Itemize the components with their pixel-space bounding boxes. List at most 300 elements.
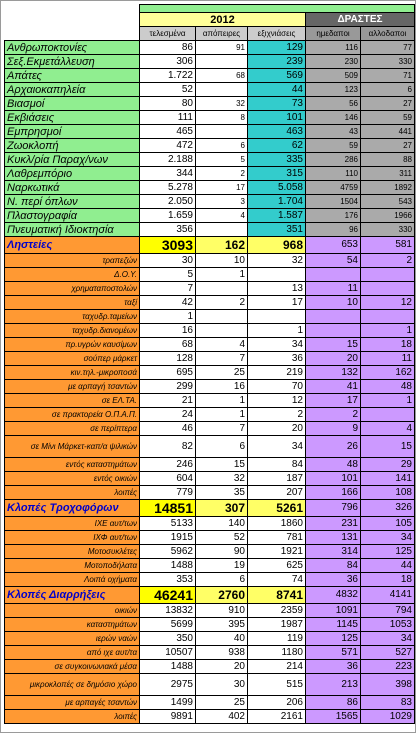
cell-committed: 5962 bbox=[140, 545, 196, 559]
subcategory-label: τραπεζών bbox=[5, 254, 140, 268]
cell-committed: 68 bbox=[140, 338, 196, 352]
cell-attempted: 1 bbox=[196, 394, 248, 408]
cell-committed: 2.050 bbox=[140, 195, 196, 209]
cell-committed: 299 bbox=[140, 380, 196, 394]
crime-row bbox=[5, 209, 415, 223]
cell-attempted: 32 bbox=[196, 97, 248, 111]
cell-committed: 1.659 bbox=[140, 209, 196, 223]
cell-attempted: 52 bbox=[196, 531, 248, 545]
robberies-subrow bbox=[5, 310, 415, 324]
cell-domestic: 286 bbox=[306, 153, 361, 167]
burglaries-subrow bbox=[5, 604, 415, 618]
cell-attempted: 3 bbox=[196, 195, 248, 209]
cell-attempted: 1 bbox=[196, 408, 248, 422]
cell-solved: 73 bbox=[248, 97, 306, 111]
col-header-solved: εξιχνιάσεις bbox=[248, 27, 306, 41]
cell-solved: 1.704 bbox=[248, 195, 306, 209]
cell-domestic: 1504 bbox=[306, 195, 361, 209]
cell-committed: 13832 bbox=[140, 604, 196, 618]
cell-foreign: 27 bbox=[361, 139, 415, 153]
column-header-row bbox=[5, 27, 415, 41]
cell-foreign: 18 bbox=[361, 573, 415, 587]
cell-domestic: 146 bbox=[306, 111, 361, 125]
cell-domestic: 86 bbox=[306, 696, 361, 710]
crime-row bbox=[5, 83, 415, 97]
cell-committed: 779 bbox=[140, 486, 196, 500]
vehicles-total-foreign: 326 bbox=[361, 500, 415, 517]
burglaries-total-row bbox=[5, 587, 415, 604]
cell-attempted: 68 bbox=[196, 69, 248, 83]
cell-foreign: 441 bbox=[361, 125, 415, 139]
vehicles-total-committed: 14851 bbox=[140, 500, 196, 517]
cell-foreign: 1892 bbox=[361, 181, 415, 195]
subcategory-label: εντός καταστημάτων bbox=[5, 458, 140, 472]
cell-solved bbox=[248, 310, 306, 324]
subcategory-label: οικιών bbox=[5, 604, 140, 618]
cell-solved: 2 bbox=[248, 408, 306, 422]
vehicles-total-domestic: 796 bbox=[306, 500, 361, 517]
cell-solved: 44 bbox=[248, 83, 306, 97]
cell-attempted: 8 bbox=[196, 111, 248, 125]
vehicles-subrow bbox=[5, 573, 415, 587]
cell-domestic: 132 bbox=[306, 366, 361, 380]
cell-attempted: 910 bbox=[196, 604, 248, 618]
cell-attempted: 7 bbox=[196, 422, 248, 436]
vehicles-subrow bbox=[5, 531, 415, 545]
cell-solved: 119 bbox=[248, 632, 306, 646]
cell-domestic: 1565 bbox=[306, 710, 361, 724]
burglaries-subrow bbox=[5, 618, 415, 632]
robberies-subrow bbox=[5, 436, 415, 458]
robberies-total-row bbox=[5, 237, 415, 254]
cell-solved: 2161 bbox=[248, 710, 306, 724]
cell-solved: 1921 bbox=[248, 545, 306, 559]
robberies-total-committed: 3093 bbox=[140, 237, 196, 254]
cell-solved: 129 bbox=[248, 41, 306, 55]
cell-foreign: 527 bbox=[361, 646, 415, 660]
cell-solved: 70 bbox=[248, 380, 306, 394]
cell-attempted bbox=[196, 282, 248, 296]
cell-foreign: 27 bbox=[361, 97, 415, 111]
crime-row bbox=[5, 69, 415, 83]
cell-attempted: 4 bbox=[196, 209, 248, 223]
cell-solved: 12 bbox=[248, 394, 306, 408]
cell-committed: 350 bbox=[140, 632, 196, 646]
burglaries-total-foreign: 4141 bbox=[361, 587, 415, 604]
subcategory-label: ταξί bbox=[5, 296, 140, 310]
cell-foreign: 1 bbox=[361, 324, 415, 338]
cell-foreign: 12 bbox=[361, 296, 415, 310]
cell-solved: 5.058 bbox=[248, 181, 306, 195]
cell-attempted: 1 bbox=[196, 268, 248, 282]
robberies-subrow bbox=[5, 338, 415, 352]
robberies-subrow bbox=[5, 282, 415, 296]
crime-row bbox=[5, 167, 415, 181]
cell-solved: 207 bbox=[248, 486, 306, 500]
robberies-subrow bbox=[5, 352, 415, 366]
cell-attempted: 90 bbox=[196, 545, 248, 559]
cell-attempted bbox=[196, 223, 248, 237]
cell-committed: 5.278 bbox=[140, 181, 196, 195]
cell-foreign bbox=[361, 310, 415, 324]
cell-committed: 344 bbox=[140, 167, 196, 181]
cell-attempted bbox=[196, 310, 248, 324]
cell-attempted bbox=[196, 55, 248, 69]
vehicles-total-row bbox=[5, 500, 415, 517]
cell-solved: 1 bbox=[248, 324, 306, 338]
crime-label: Ναρκωτικά bbox=[5, 181, 140, 195]
cell-attempted: 32 bbox=[196, 472, 248, 486]
crime-label: Σεξ.Εκμετάλλευση bbox=[5, 55, 140, 69]
cell-domestic: 101 bbox=[306, 472, 361, 486]
cell-solved: 214 bbox=[248, 660, 306, 674]
cell-committed: 1488 bbox=[140, 660, 196, 674]
crime-row bbox=[5, 41, 415, 55]
col-header-attempted: απόπειρες bbox=[196, 27, 248, 41]
cell-foreign: 48 bbox=[361, 380, 415, 394]
cell-attempted: 938 bbox=[196, 646, 248, 660]
robberies-total-solved: 968 bbox=[248, 237, 306, 254]
cell-attempted: 19 bbox=[196, 559, 248, 573]
cell-attempted: 40 bbox=[196, 632, 248, 646]
cell-domestic: 48 bbox=[306, 458, 361, 472]
crime-row bbox=[5, 195, 415, 209]
subcategory-label: ΙΧΕ αυτ/των bbox=[5, 517, 140, 531]
crime-label: Αρχαιοκαπηλεία bbox=[5, 83, 140, 97]
cell-attempted: 15 bbox=[196, 458, 248, 472]
cell-committed: 1915 bbox=[140, 531, 196, 545]
cell-foreign: 794 bbox=[361, 604, 415, 618]
cell-foreign: 2 bbox=[361, 254, 415, 268]
cell-domestic: 230 bbox=[306, 55, 361, 69]
burglaries-subrow bbox=[5, 646, 415, 660]
cell-committed: 42 bbox=[140, 296, 196, 310]
cell-solved: 13 bbox=[248, 282, 306, 296]
cell-foreign: 543 bbox=[361, 195, 415, 209]
robberies-subrow bbox=[5, 458, 415, 472]
subcategory-label: εντός οικιών bbox=[5, 472, 140, 486]
robberies-subrow bbox=[5, 380, 415, 394]
cell-foreign bbox=[361, 282, 415, 296]
cell-attempted bbox=[196, 324, 248, 338]
cell-committed: 246 bbox=[140, 458, 196, 472]
cell-attempted: 395 bbox=[196, 618, 248, 632]
robberies-subrow bbox=[5, 394, 415, 408]
cell-solved: 17 bbox=[248, 296, 306, 310]
cell-foreign: 18 bbox=[361, 338, 415, 352]
year-header: 2012 bbox=[140, 13, 306, 27]
cell-foreign: 1029 bbox=[361, 710, 415, 724]
cell-attempted: 6 bbox=[196, 573, 248, 587]
cell-solved bbox=[248, 268, 306, 282]
cell-attempted: 2 bbox=[196, 167, 248, 181]
subcategory-label: σε συγκοινωνιακά μέσα bbox=[5, 660, 140, 674]
subcategory-label: χρηματαποστολών bbox=[5, 282, 140, 296]
cell-committed: 5133 bbox=[140, 517, 196, 531]
burglaries-label: Κλοπές Διαρρήξεις bbox=[5, 587, 140, 604]
subcategory-label: με αρπαγή τσαντών bbox=[5, 380, 140, 394]
cell-solved: 2359 bbox=[248, 604, 306, 618]
cell-committed: 5699 bbox=[140, 618, 196, 632]
cell-committed: 1488 bbox=[140, 559, 196, 573]
subcategory-label: Μοτοσυκλέτες bbox=[5, 545, 140, 559]
cell-committed: 24 bbox=[140, 408, 196, 422]
col-header-foreign: αλλοδαποι bbox=[361, 27, 415, 41]
cell-attempted: 25 bbox=[196, 696, 248, 710]
cell-committed: 5 bbox=[140, 268, 196, 282]
crime-label: Απάτες bbox=[5, 69, 140, 83]
vehicles-subrow bbox=[5, 559, 415, 573]
cell-domestic: 166 bbox=[306, 486, 361, 500]
cell-domestic: 56 bbox=[306, 97, 361, 111]
cell-domestic: 10 bbox=[306, 296, 361, 310]
subcategory-label: σε ΕΛ.ΤΑ. bbox=[5, 394, 140, 408]
cell-solved: 515 bbox=[248, 674, 306, 696]
cell-foreign: 34 bbox=[361, 632, 415, 646]
cell-foreign: 44 bbox=[361, 559, 415, 573]
subcategory-label: σούπερ μάρκετ bbox=[5, 352, 140, 366]
cell-solved: 239 bbox=[248, 55, 306, 69]
cell-attempted: 6 bbox=[196, 139, 248, 153]
cell-committed: 2.188 bbox=[140, 153, 196, 167]
subcategory-label: Δ.Ο.Υ. bbox=[5, 268, 140, 282]
crime-label: Βιασμοί bbox=[5, 97, 140, 111]
robberies-subrow bbox=[5, 366, 415, 380]
subcategory-label: ταχυδρ.ταμείων bbox=[5, 310, 140, 324]
cell-domestic: 176 bbox=[306, 209, 361, 223]
cell-foreign: 88 bbox=[361, 153, 415, 167]
robberies-subrow bbox=[5, 422, 415, 436]
cell-committed: 2975 bbox=[140, 674, 196, 696]
cell-attempted: 25 bbox=[196, 366, 248, 380]
cell-solved: 34 bbox=[248, 338, 306, 352]
cell-domestic: 2 bbox=[306, 408, 361, 422]
cell-solved: 463 bbox=[248, 125, 306, 139]
robberies-subrow bbox=[5, 296, 415, 310]
cell-attempted: 140 bbox=[196, 517, 248, 531]
year-header-row bbox=[5, 13, 415, 27]
cell-foreign: 108 bbox=[361, 486, 415, 500]
cell-domestic: 26 bbox=[306, 436, 361, 458]
cell-attempted: 2 bbox=[196, 296, 248, 310]
vehicles-label: Κλοπές Τροχοφόρων bbox=[5, 500, 140, 517]
cell-solved: 315 bbox=[248, 167, 306, 181]
cell-foreign: 34 bbox=[361, 531, 415, 545]
cell-domestic: 9 bbox=[306, 422, 361, 436]
cell-committed: 128 bbox=[140, 352, 196, 366]
cell-foreign: 330 bbox=[361, 223, 415, 237]
robberies-total-domestic: 653 bbox=[306, 237, 361, 254]
cell-attempted: 6 bbox=[196, 436, 248, 458]
cell-attempted: 17 bbox=[196, 181, 248, 195]
cell-attempted: 20 bbox=[196, 660, 248, 674]
top-strip-row bbox=[5, 5, 415, 13]
cell-foreign: 77 bbox=[361, 41, 415, 55]
burglaries-subrow bbox=[5, 660, 415, 674]
cell-domestic: 36 bbox=[306, 660, 361, 674]
cell-domestic: 41 bbox=[306, 380, 361, 394]
cell-domestic: 59 bbox=[306, 139, 361, 153]
cell-attempted bbox=[196, 125, 248, 139]
cell-solved: 101 bbox=[248, 111, 306, 125]
cell-committed: 82 bbox=[140, 436, 196, 458]
burglaries-total-domestic: 4832 bbox=[306, 587, 361, 604]
crime-label: Ν. περί όπλων bbox=[5, 195, 140, 209]
robberies-subrow bbox=[5, 408, 415, 422]
subcategory-label: Λοιπά οχήματα bbox=[5, 573, 140, 587]
cell-solved: 335 bbox=[248, 153, 306, 167]
cell-foreign: 71 bbox=[361, 69, 415, 83]
cell-solved: 32 bbox=[248, 254, 306, 268]
cell-foreign: 223 bbox=[361, 660, 415, 674]
cell-committed: 30 bbox=[140, 254, 196, 268]
cell-foreign: 125 bbox=[361, 545, 415, 559]
cell-domestic: 123 bbox=[306, 83, 361, 97]
cell-solved: 351 bbox=[248, 223, 306, 237]
crime-label: Λαθρεμπόριο bbox=[5, 167, 140, 181]
subcategory-label: κιν.τηλ.-μικροποσά bbox=[5, 366, 140, 380]
cell-domestic: 571 bbox=[306, 646, 361, 660]
burglaries-subrow bbox=[5, 710, 415, 724]
cell-domestic: 116 bbox=[306, 41, 361, 55]
cell-foreign: 15 bbox=[361, 436, 415, 458]
subcategory-label: σε Μίνι Μάρκετ-καπ/α ψιλικών bbox=[5, 436, 140, 458]
cell-solved: 36 bbox=[248, 352, 306, 366]
cell-foreign: 1053 bbox=[361, 618, 415, 632]
cell-solved: 625 bbox=[248, 559, 306, 573]
cell-solved: 20 bbox=[248, 422, 306, 436]
cell-solved: 1.587 bbox=[248, 209, 306, 223]
burglaries-subrow bbox=[5, 674, 415, 696]
cell-foreign: 29 bbox=[361, 458, 415, 472]
cell-domestic: 213 bbox=[306, 674, 361, 696]
cell-domestic: 96 bbox=[306, 223, 361, 237]
cell-foreign: 1966 bbox=[361, 209, 415, 223]
cell-attempted: 7 bbox=[196, 352, 248, 366]
subcategory-label: Μοτοποδήλατα bbox=[5, 559, 140, 573]
cell-committed: 46 bbox=[140, 422, 196, 436]
subcategory-label: από ιχε αυτ/τα bbox=[5, 646, 140, 660]
crime-label: Ζωοκλοπή bbox=[5, 139, 140, 153]
crime-row bbox=[5, 111, 415, 125]
subcategory-label: λοιπές bbox=[5, 710, 140, 724]
cell-foreign: 141 bbox=[361, 472, 415, 486]
burglaries-subrow bbox=[5, 696, 415, 710]
perpetrators-header: ΔΡΑΣΤΕΣ bbox=[306, 13, 415, 27]
subcategory-label: καταστημάτων bbox=[5, 618, 140, 632]
cell-solved: 206 bbox=[248, 696, 306, 710]
cell-foreign bbox=[361, 408, 415, 422]
subcategory-label: με αρπαγές τσαντών bbox=[5, 696, 140, 710]
cell-attempted bbox=[196, 83, 248, 97]
table-body bbox=[5, 5, 415, 724]
cell-committed: 7 bbox=[140, 282, 196, 296]
cell-domestic: 84 bbox=[306, 559, 361, 573]
cell-foreign: 1 bbox=[361, 394, 415, 408]
subcategory-label: ταχυδρ.διανομέων bbox=[5, 324, 140, 338]
crime-row bbox=[5, 139, 415, 153]
vehicles-subrow bbox=[5, 545, 415, 559]
vehicles-total-attempted: 307 bbox=[196, 500, 248, 517]
cell-domestic: 1091 bbox=[306, 604, 361, 618]
burglaries-total-attempted: 2760 bbox=[196, 587, 248, 604]
robberies-subrow bbox=[5, 268, 415, 282]
cell-attempted: 30 bbox=[196, 674, 248, 696]
cell-solved: 569 bbox=[248, 69, 306, 83]
cell-attempted: 402 bbox=[196, 710, 248, 724]
cell-domestic bbox=[306, 324, 361, 338]
vehicles-subrow bbox=[5, 517, 415, 531]
cell-domestic: 17 bbox=[306, 394, 361, 408]
crime-row bbox=[5, 181, 415, 195]
burglaries-subrow bbox=[5, 632, 415, 646]
robberies-label: Ληστείες bbox=[5, 237, 140, 254]
crime-row bbox=[5, 153, 415, 167]
cell-committed: 306 bbox=[140, 55, 196, 69]
crime-row bbox=[5, 55, 415, 69]
cell-domestic: 11 bbox=[306, 282, 361, 296]
cell-domestic: 36 bbox=[306, 573, 361, 587]
cell-solved: 219 bbox=[248, 366, 306, 380]
subcategory-label: σε πρακτορεία Ο.Π.Α.Π. bbox=[5, 408, 140, 422]
col-header-domestic: ημεδαποι bbox=[306, 27, 361, 41]
cell-solved: 74 bbox=[248, 573, 306, 587]
burglaries-total-committed: 46241 bbox=[140, 587, 196, 604]
cell-solved: 62 bbox=[248, 139, 306, 153]
crime-label: Εμπρησμοί bbox=[5, 125, 140, 139]
cell-committed: 16 bbox=[140, 324, 196, 338]
cell-domestic: 20 bbox=[306, 352, 361, 366]
burglaries-total-solved: 8741 bbox=[248, 587, 306, 604]
cell-committed: 465 bbox=[140, 125, 196, 139]
cell-domestic: 1145 bbox=[306, 618, 361, 632]
crime-label: Πλαστογραφία bbox=[5, 209, 140, 223]
cell-foreign: 6 bbox=[361, 83, 415, 97]
cell-domestic: 314 bbox=[306, 545, 361, 559]
cell-committed: 1 bbox=[140, 310, 196, 324]
cell-committed: 86 bbox=[140, 41, 196, 55]
cell-foreign: 398 bbox=[361, 674, 415, 696]
cell-foreign: 59 bbox=[361, 111, 415, 125]
subcategory-label: σε περίπτερα bbox=[5, 422, 140, 436]
cell-solved: 1180 bbox=[248, 646, 306, 660]
subcategory-label: λοιπές bbox=[5, 486, 140, 500]
robberies-subrow bbox=[5, 324, 415, 338]
cell-domestic: 54 bbox=[306, 254, 361, 268]
cell-attempted: 16 bbox=[196, 380, 248, 394]
cell-solved: 34 bbox=[248, 436, 306, 458]
robberies-subrow bbox=[5, 472, 415, 486]
cell-foreign: 11 bbox=[361, 352, 415, 366]
crime-statistics-table bbox=[4, 4, 415, 724]
crime-label: Κυκλ/ρία Παραχ/νων bbox=[5, 153, 140, 167]
subcategory-label: μικροκλοπές σε δημόσιο χώρο bbox=[5, 674, 140, 696]
crime-label: Ανθρωποκτονίες bbox=[5, 41, 140, 55]
cell-attempted: 35 bbox=[196, 486, 248, 500]
cell-foreign: 330 bbox=[361, 55, 415, 69]
cell-committed: 1.722 bbox=[140, 69, 196, 83]
col-header-committed: τελεσμένα bbox=[140, 27, 196, 41]
cell-solved: 187 bbox=[248, 472, 306, 486]
cell-solved: 1860 bbox=[248, 517, 306, 531]
cell-foreign: 83 bbox=[361, 696, 415, 710]
cell-committed: 10507 bbox=[140, 646, 196, 660]
cell-domestic: 110 bbox=[306, 167, 361, 181]
cell-foreign: 4 bbox=[361, 422, 415, 436]
cell-committed: 472 bbox=[140, 139, 196, 153]
cell-foreign: 162 bbox=[361, 366, 415, 380]
cell-domestic: 231 bbox=[306, 517, 361, 531]
